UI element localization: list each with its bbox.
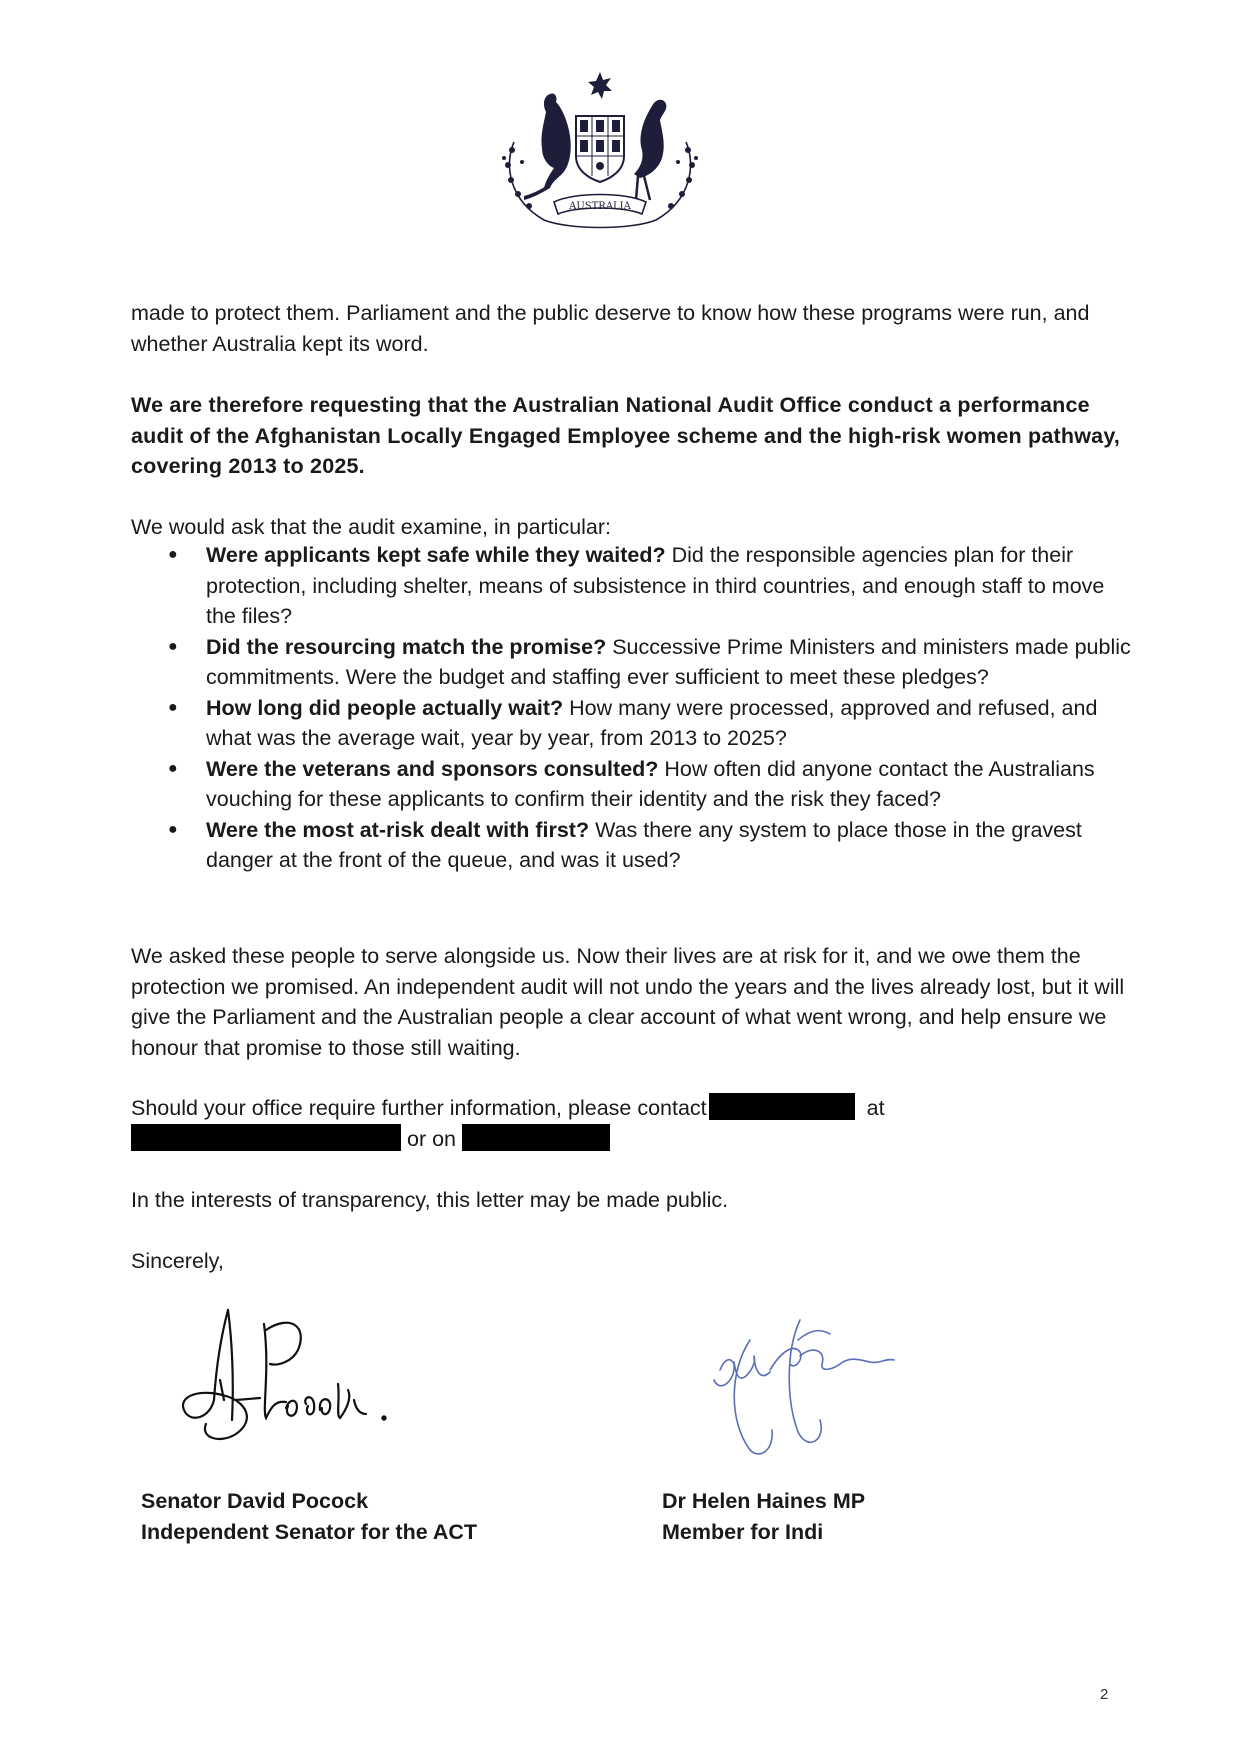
list-item <box>131 693 1131 754</box>
question-heading: Were applicants kept safe while they waited? <box>206 543 666 567</box>
paragraph-contact <box>131 1093 1131 1154</box>
question-heading: Were the veterans and sponsors consulted? <box>206 756 659 781</box>
signatory-title: Independent Senator for the ACT <box>141 1520 478 1544</box>
paragraph-continued: made to protect them. Parliament and the public deserve to know how these programs were run, and whether Australia kept its word. <box>131 301 1090 356</box>
redacted-name <box>709 1093 855 1120</box>
bullet-icon: ● <box>168 637 178 655</box>
question-heading: Did the resourcing match the promise? <box>206 634 607 659</box>
paragraph-serve: We asked these people to serve alongside us. Now their lives are at risk for it, and we owe them the protection we promised. An independent audit will not undo the years and the lives already lost, but it will give the Parliament and the Australian people a clear account of what went wrong, and help ensure we honour that promise to those still waiting. <box>131 944 1125 1060</box>
redacted-phone <box>462 1124 610 1151</box>
paragraph-transparency: In the interests of transparency, this letter may be made public. <box>131 1188 729 1212</box>
signature-pocock <box>170 1300 430 1460</box>
redacted-email <box>131 1124 401 1151</box>
signatory-name: Senator David Pocock <box>141 1489 369 1513</box>
question-text: How often did anyone contact the Australians vouching for these applicants to confirm their identity and the risk they faced? <box>206 756 1095 811</box>
bullet-icon: ● <box>168 759 178 777</box>
bullet-icon: ● <box>168 546 178 563</box>
list-item <box>131 540 1131 632</box>
crest-scroll-text: AUSTRALIA <box>569 201 631 212</box>
paragraph-request: We are therefore requesting that the Australian National Audit Office conduct a performance audit of the Afghanistan Locally Engaged Employee scheme and the high-risk women pathway, covering 2013 to 2025. <box>131 393 1121 478</box>
question-heading: Were the most at-risk dealt with first? <box>206 817 590 842</box>
question-text: Was there any system to place those in the gravest danger at the front of the queue, and was it used? <box>206 817 1082 872</box>
signature-haines <box>690 1300 930 1460</box>
signatory-pocock <box>141 1486 477 1548</box>
question-text: Successive Prime Ministers and ministers made public commitments. Were the budget and staffing ever sufficient to meet these pledges? <box>206 634 1131 689</box>
commonwealth-coat-of-arms-icon <box>484 70 716 240</box>
paragraph-ask: We would ask that the audit examine, in particular: <box>131 515 612 539</box>
contact-text-3: or on <box>406 1126 456 1151</box>
bullet-icon: ● <box>168 698 178 716</box>
question-heading: How long did people actually wait? <box>206 695 564 720</box>
signatory-name: Dr Helen Haines MP <box>662 1489 866 1513</box>
contact-text-2: at <box>866 1096 885 1120</box>
signatory-title: Member for Indi <box>662 1520 824 1544</box>
signatory-haines <box>662 1486 865 1548</box>
page-number: 2 <box>1100 1686 1109 1703</box>
question-text: Did the responsible agencies plan for their protection, including shelter, means of subsistence in third countries, and enough staff to move the files? <box>206 543 1105 628</box>
bullet-icon: ● <box>168 820 178 838</box>
audit-questions-list <box>131 540 1131 876</box>
question-text: How many were processed, approved and refused, and what was the average wait, year by year, from 2013 to 2025? <box>206 695 1098 750</box>
sign-off: Sincerely, <box>131 1249 224 1273</box>
contact-text-1: Should your office require further information, please contact <box>131 1096 707 1120</box>
list-item <box>131 815 1131 876</box>
list-item <box>131 632 1131 693</box>
list-item <box>131 754 1131 815</box>
